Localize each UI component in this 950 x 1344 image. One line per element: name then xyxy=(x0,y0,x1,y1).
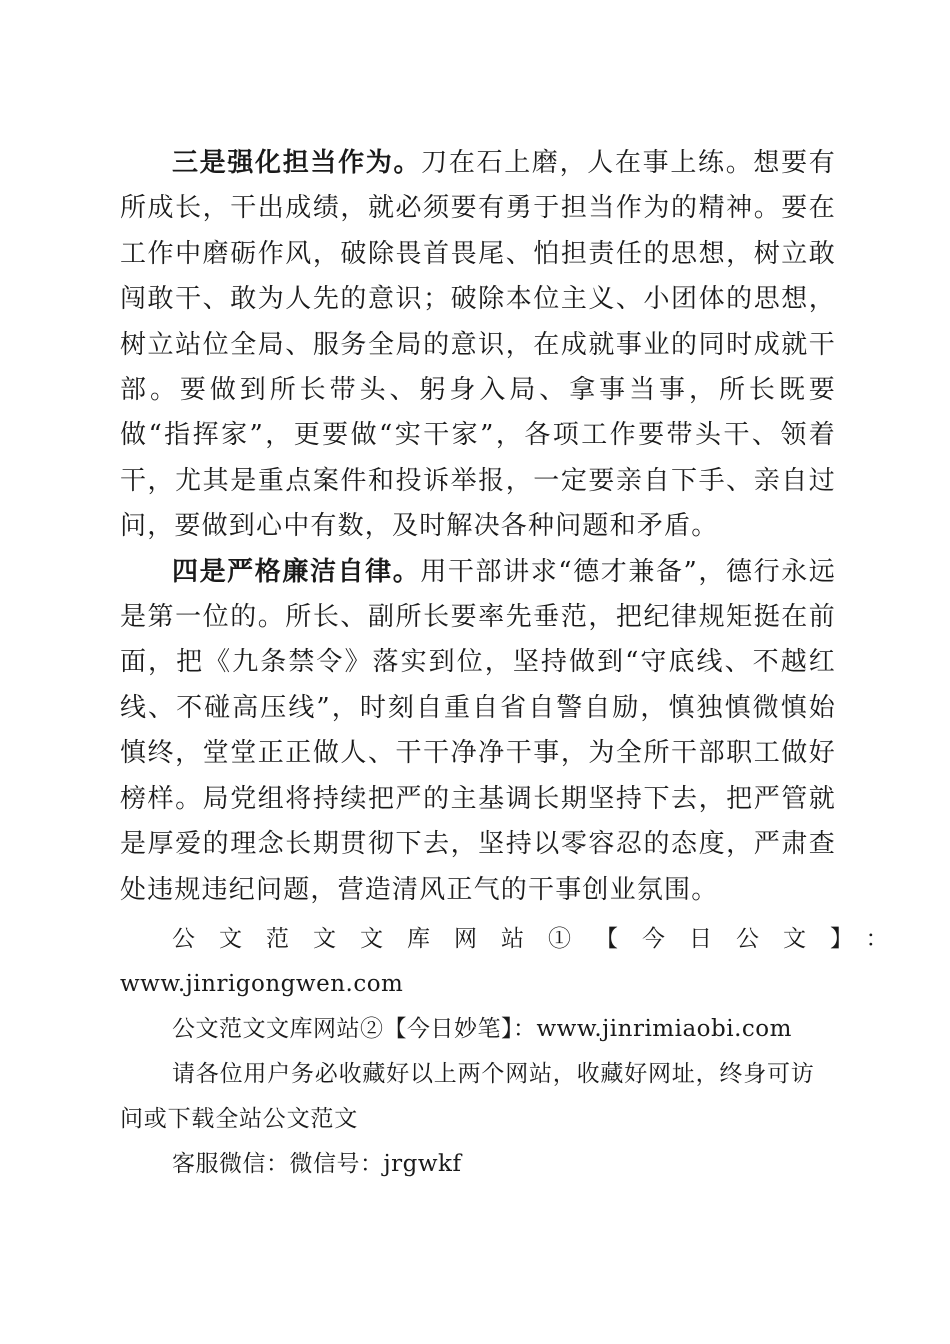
website-1-url[interactable]: www.jinrigongwen.com xyxy=(120,970,404,997)
paragraph-heading: 四是严格廉洁自律。 xyxy=(172,556,421,587)
paragraph-self-discipline xyxy=(120,550,836,913)
paragraph-text: 刀在石上磨，人在事上练。想要有所成长，干出成绩，就必须要有勇于担当作为的精神。要在工作中磨砺作风，破除畏首畏尾、怕担责任的思想，树立敢闯敢干、敢为人先的意识；破除本位主义、小团体的思想，树立站位全局、服务全局的意识，在成就事业的同时成就干部。要做到所长带头、躬身入局、拿事当事，所长既要做“指挥家”，更要做“实干家”，各项工作要带头干、领着干，尤其是重点案件和投诉举报，一定要亲自下手、亲自过问，要做到心中有数，及时解决各种问题和矛盾。 xyxy=(120,148,836,542)
website-2-line xyxy=(120,1007,836,1052)
customer-service-id: jrgwkf xyxy=(383,1150,462,1177)
document-body xyxy=(120,141,913,1187)
paragraph-strengthen-responsibility xyxy=(120,141,836,550)
website-2-label: 公文范文文库网站②【今日妙笔】： xyxy=(172,1015,537,1042)
paragraph-heading: 三是强化担当作为。 xyxy=(172,148,422,178)
bookmark-notice: 请各位用户务必收藏好以上两个网站，收藏好网址，终身可访问或下载全站公文范文 xyxy=(120,1060,815,1132)
customer-service-line xyxy=(120,1142,836,1187)
website-1-line xyxy=(120,917,913,1007)
paragraph-text: 用干部讲求“德才兼备”，德行永远是第一位的。所长、副所长要率先垂范，把纪律规矩挺在前面，把《九条禁令》落实到位，坚持做到“守底线、不越红线、不碰高压线”，时刻自重自省自警自励，慎独慎微慎始慎终，堂堂正正做人、干干净净干事，为全所干部职工做好榜样。局党组将持续把严的主基调长期坚持下去，把严管就是厚爱的理念长期贯彻下去，坚持以零容忍的态度，严肃查处违规违纪问题，营造清风正气的干事创业氛围。 xyxy=(120,556,836,905)
customer-service-label: 客服微信：微信号： xyxy=(172,1150,384,1177)
website-2-url[interactable]: www.jinrimiaobi.com xyxy=(536,1015,792,1042)
website-1-label: 公文范文文库网站①【今日公文】： xyxy=(172,925,913,952)
